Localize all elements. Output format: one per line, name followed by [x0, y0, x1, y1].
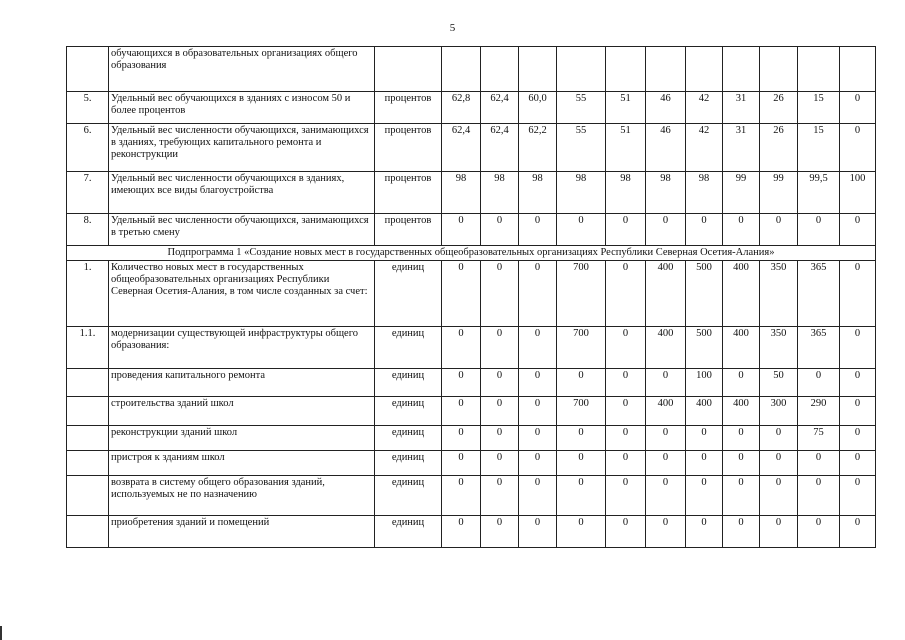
row-number: 1.1. [67, 327, 109, 369]
table-row [67, 476, 876, 516]
value-cell: 0 [606, 397, 646, 426]
value-cell: 0 [606, 261, 646, 327]
value-cell: 0 [519, 516, 557, 548]
value-cell: 0 [760, 214, 798, 246]
value-cell: 0 [481, 261, 519, 327]
value-cell: 62,4 [481, 124, 519, 172]
value-cell: 50 [760, 369, 798, 397]
row-number: 8. [67, 214, 109, 246]
value-cell: 0 [723, 369, 760, 397]
unit-cell [375, 47, 442, 92]
table-row [67, 516, 876, 548]
value-cell: 0 [442, 397, 481, 426]
indicator-name: пристроя к зданиям школ [109, 451, 375, 476]
value-cell: 99 [760, 172, 798, 214]
indicator-name: Удельный вес обучающихся в зданиях с износом 50 и более процентов [109, 92, 375, 124]
indicator-name: обучающихся в образовательных организациях общего образования [109, 47, 375, 92]
value-cell: 0 [519, 369, 557, 397]
value-cell: 0 [481, 451, 519, 476]
row-number [67, 476, 109, 516]
unit-cell: единиц [375, 261, 442, 327]
value-cell: 365 [798, 261, 840, 327]
value-cell: 60,0 [519, 92, 557, 124]
indicator-name: Количество новых мест в государственных общеобразовательных организациях Республики Северная Осетия-Алания, в том числе созданных за счет: [109, 261, 375, 327]
value-cell: 42 [686, 124, 723, 172]
value-cell: 0 [840, 476, 876, 516]
value-cell: 0 [557, 476, 606, 516]
value-cell: 0 [442, 214, 481, 246]
table-row [67, 369, 876, 397]
value-cell: 0 [760, 476, 798, 516]
value-cell: 400 [646, 327, 686, 369]
unit-cell: процентов [375, 214, 442, 246]
value-cell: 99,5 [798, 172, 840, 214]
value-cell: 15 [798, 92, 840, 124]
scan-edge-mark [0, 626, 2, 640]
value-cell: 98 [646, 172, 686, 214]
value-cell: 0 [481, 426, 519, 451]
value-cell: 62,2 [519, 124, 557, 172]
value-cell: 0 [686, 426, 723, 451]
row-number [67, 397, 109, 426]
table-row [67, 124, 876, 172]
value-cell: 0 [723, 214, 760, 246]
unit-cell: единиц [375, 397, 442, 426]
table-row [67, 47, 876, 92]
value-cell: 0 [442, 327, 481, 369]
value-cell: 98 [519, 172, 557, 214]
value-cell: 0 [557, 516, 606, 548]
value-cell [646, 47, 686, 92]
value-cell: 400 [723, 397, 760, 426]
value-cell: 0 [760, 516, 798, 548]
value-cell: 0 [606, 516, 646, 548]
value-cell: 0 [686, 516, 723, 548]
value-cell: 0 [519, 327, 557, 369]
value-cell: 0 [519, 476, 557, 516]
value-cell: 100 [840, 172, 876, 214]
value-cell: 0 [606, 214, 646, 246]
section-title: Подпрограмма 1 «Создание новых мест в государственных общеобразовательных организациях Республики Северная Осетия-Алания» [67, 246, 876, 261]
value-cell [557, 47, 606, 92]
value-cell: 0 [798, 214, 840, 246]
value-cell: 0 [519, 426, 557, 451]
value-cell: 0 [606, 369, 646, 397]
value-cell: 400 [646, 261, 686, 327]
indicator-name: Удельный вес численности обучающихся, занимающихся в третью смену [109, 214, 375, 246]
value-cell: 0 [798, 516, 840, 548]
unit-cell: единиц [375, 369, 442, 397]
value-cell: 0 [481, 369, 519, 397]
unit-cell: процентов [375, 124, 442, 172]
value-cell: 0 [840, 397, 876, 426]
value-cell: 0 [840, 426, 876, 451]
value-cell: 55 [557, 92, 606, 124]
indicator-name: возврата в систему общего образования зданий, используемых не по назначению [109, 476, 375, 516]
value-cell: 98 [481, 172, 519, 214]
value-cell: 46 [646, 92, 686, 124]
table-row [67, 261, 876, 327]
value-cell: 0 [442, 426, 481, 451]
indicator-name: реконструкции зданий школ [109, 426, 375, 451]
value-cell: 0 [840, 124, 876, 172]
row-number [67, 426, 109, 451]
value-cell: 0 [646, 369, 686, 397]
row-number [67, 369, 109, 397]
value-cell: 15 [798, 124, 840, 172]
unit-cell: процентов [375, 172, 442, 214]
table-row [67, 451, 876, 476]
value-cell: 0 [840, 451, 876, 476]
value-cell [723, 47, 760, 92]
value-cell: 0 [840, 214, 876, 246]
value-cell [481, 47, 519, 92]
value-cell: 0 [442, 476, 481, 516]
value-cell: 0 [481, 214, 519, 246]
value-cell: 98 [442, 172, 481, 214]
row-number: 6. [67, 124, 109, 172]
value-cell: 0 [723, 476, 760, 516]
value-cell [798, 47, 840, 92]
unit-cell: единиц [375, 516, 442, 548]
value-cell: 700 [557, 327, 606, 369]
value-cell [686, 47, 723, 92]
value-cell: 700 [557, 261, 606, 327]
value-cell: 0 [760, 451, 798, 476]
value-cell: 0 [481, 516, 519, 548]
value-cell: 0 [798, 476, 840, 516]
value-cell: 98 [686, 172, 723, 214]
value-cell: 0 [798, 451, 840, 476]
value-cell: 0 [646, 516, 686, 548]
value-cell: 0 [557, 214, 606, 246]
value-cell: 62,8 [442, 92, 481, 124]
unit-cell: единиц [375, 426, 442, 451]
value-cell: 98 [606, 172, 646, 214]
value-cell: 365 [798, 327, 840, 369]
value-cell: 350 [760, 327, 798, 369]
value-cell: 0 [442, 451, 481, 476]
value-cell: 400 [723, 261, 760, 327]
value-cell: 0 [686, 214, 723, 246]
value-cell: 51 [606, 124, 646, 172]
value-cell: 290 [798, 397, 840, 426]
section-row [67, 246, 876, 261]
value-cell: 100 [686, 369, 723, 397]
value-cell: 0 [442, 261, 481, 327]
value-cell: 0 [557, 369, 606, 397]
indicators-table [66, 46, 876, 548]
unit-cell: единиц [375, 327, 442, 369]
value-cell: 0 [442, 516, 481, 548]
value-cell: 0 [519, 214, 557, 246]
value-cell: 400 [723, 327, 760, 369]
value-cell: 0 [840, 327, 876, 369]
table-row [67, 92, 876, 124]
row-number [67, 516, 109, 548]
row-number [67, 47, 109, 92]
unit-cell: процентов [375, 92, 442, 124]
value-cell: 99 [723, 172, 760, 214]
value-cell: 0 [723, 516, 760, 548]
value-cell: 0 [723, 426, 760, 451]
value-cell: 0 [606, 327, 646, 369]
value-cell: 0 [606, 426, 646, 451]
value-cell: 26 [760, 124, 798, 172]
unit-cell: единиц [375, 476, 442, 516]
value-cell: 0 [723, 451, 760, 476]
value-cell: 0 [646, 426, 686, 451]
value-cell: 0 [686, 451, 723, 476]
value-cell: 0 [686, 476, 723, 516]
value-cell: 0 [519, 451, 557, 476]
value-cell: 31 [723, 92, 760, 124]
value-cell: 0 [760, 426, 798, 451]
indicator-name: Удельный вес численности обучающихся, занимающихся в зданиях, требующих капитального ремонта и реконструкции [109, 124, 375, 172]
row-number: 7. [67, 172, 109, 214]
value-cell: 0 [557, 426, 606, 451]
value-cell: 500 [686, 327, 723, 369]
value-cell: 0 [840, 92, 876, 124]
value-cell: 0 [606, 451, 646, 476]
value-cell: 0 [646, 451, 686, 476]
value-cell: 62,4 [442, 124, 481, 172]
value-cell: 300 [760, 397, 798, 426]
value-cell: 700 [557, 397, 606, 426]
value-cell: 0 [840, 261, 876, 327]
value-cell: 0 [481, 476, 519, 516]
value-cell: 55 [557, 124, 606, 172]
value-cell: 75 [798, 426, 840, 451]
indicators-rows [67, 47, 876, 246]
value-cell: 0 [481, 327, 519, 369]
subprogram-rows [67, 261, 876, 548]
value-cell: 0 [557, 451, 606, 476]
table-row [67, 426, 876, 451]
value-cell: 0 [646, 476, 686, 516]
table-row [67, 214, 876, 246]
page-number: 5 [449, 22, 456, 34]
value-cell: 0 [519, 397, 557, 426]
value-cell [760, 47, 798, 92]
value-cell: 98 [557, 172, 606, 214]
value-cell: 350 [760, 261, 798, 327]
indicator-name: модернизации существующей инфраструктуры общего образования: [109, 327, 375, 369]
value-cell: 26 [760, 92, 798, 124]
row-number: 5. [67, 92, 109, 124]
indicator-name: Удельный вес численности обучающихся в зданиях, имеющих все виды благоустройства [109, 172, 375, 214]
table-row [67, 172, 876, 214]
value-cell: 0 [519, 261, 557, 327]
value-cell: 0 [646, 214, 686, 246]
table-row [67, 327, 876, 369]
value-cell: 42 [686, 92, 723, 124]
unit-cell: единиц [375, 451, 442, 476]
value-cell [519, 47, 557, 92]
row-number: 1. [67, 261, 109, 327]
value-cell: 31 [723, 124, 760, 172]
value-cell: 0 [442, 369, 481, 397]
value-cell: 0 [840, 516, 876, 548]
table-row [67, 397, 876, 426]
indicator-name: строительства зданий школ [109, 397, 375, 426]
value-cell: 62,4 [481, 92, 519, 124]
value-cell [442, 47, 481, 92]
value-cell: 0 [481, 397, 519, 426]
value-cell [606, 47, 646, 92]
indicator-name: приобретения зданий и помещений [109, 516, 375, 548]
value-cell: 51 [606, 92, 646, 124]
value-cell [840, 47, 876, 92]
value-cell: 0 [798, 369, 840, 397]
value-cell: 400 [646, 397, 686, 426]
value-cell: 0 [840, 369, 876, 397]
value-cell: 500 [686, 261, 723, 327]
value-cell: 0 [606, 476, 646, 516]
row-number [67, 451, 109, 476]
value-cell: 46 [646, 124, 686, 172]
indicator-name: проведения капитального ремонта [109, 369, 375, 397]
value-cell: 400 [686, 397, 723, 426]
